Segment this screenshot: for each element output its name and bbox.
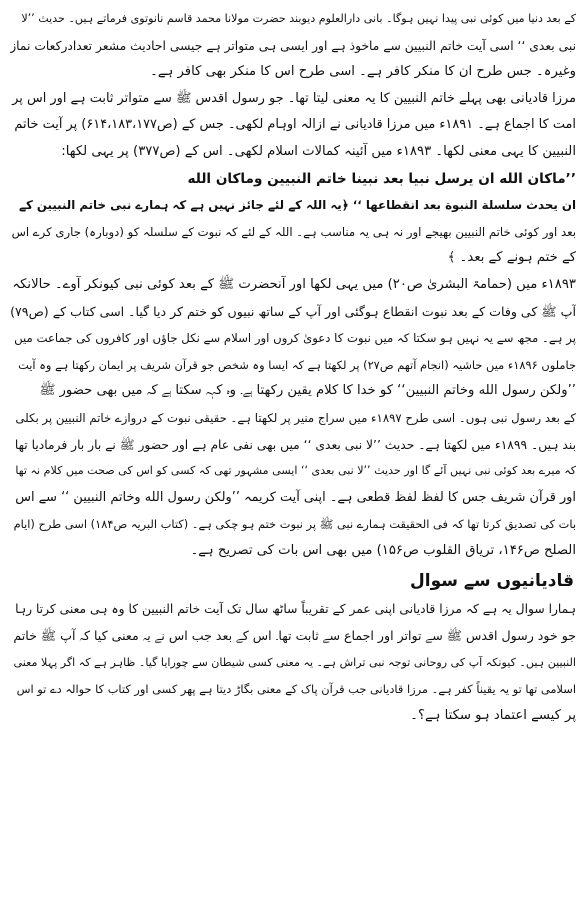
text-line: امت کا اجماع ہے۔ ۱۸۹۱ء میں مرزا قادیانی نے ازالہ اوہام لکھی۔ جس کے (ص۶۱۴،۱۸۳،۱۷۷) پر آیت خاتم bbox=[14, 117, 576, 133]
text-line: بند ہیں۔ ۱۸۹۹ء میں لکھتا ہے۔ حدیث ’’لا نبی بعدی ‘‘ میں بھی نفی عام ہے اور حضور ﷺ نے بار بار فرمادیا تھا bbox=[14, 437, 576, 452]
text-line: بات کی تصدیق کرتا تھا کہ فی الحقیقت ہمارے نبی ﷺ پر نبوت ختم ہو چکی ہے۔ (کتاب البریہ ص۱۸۴) اسی طرح (ایام bbox=[13, 517, 576, 532]
text-line: ہمارا سوال یہ ہے کہ مرزا قادیانی اپنی عمر کے تقریباً ساٹھ سال تک آیت خاتم النبیین کا وہ ہی معنی کرتا رہا bbox=[15, 602, 576, 617]
text-line: اور قرآن شریف جس کا لفظ لفظ قطعی ہے۔ اپنی آیت کریمہ ’’ولكن رسول الله وخاتم النبيين ‘‘ سے اس bbox=[15, 489, 576, 505]
section-heading: قادیانیوں سے سوال bbox=[410, 571, 574, 592]
arabic-quotation bbox=[10, 166, 576, 219]
text-line: ’’ولكن رسول الله وخاتم النبيين‘‘ کو خدا کا کلام یقین رکھتا ہے۔ وہ کہہ سکتا ہے کہ میں بھی حضور ﷺ bbox=[39, 383, 576, 399]
text-line: الصلح ص۱۴۶، تریاق القلوب ص۱۵۶) میں بھی اس بات کی تصریح ہے۔ bbox=[190, 542, 576, 558]
paragraph-translation bbox=[10, 219, 576, 272]
text-line: بعد اور کوئی خاتم النبیین بھیجے اور نہ ہی یہ مناسب ہے۔ اللہ کے لئے کہ نبوت کے سلسلہ کو (دوبارہ) جاری کرے اس bbox=[11, 224, 576, 239]
text-line: نبی بعدی ‘‘ اسی آیت خاتم النبیین سے ماخوذ ہے اور ایسی ہی متواتر ہے جیسی احادیث مشعر تعدادرکعات نماز bbox=[10, 38, 576, 53]
text-line: کے بعد رسول نبی ہوں۔ اسی طرح ۱۸۹۷ء میں سراج منیر پر لکھتا ہے۔ حقیقی نبوت کے دروازے خاتم النبیین پر بکلی bbox=[15, 410, 576, 425]
text-line: آپ ﷺ کی وفات کے بعد نبوت انقطاع ہوگئی اور آپ کے ساتھ نبیوں کو ختم کر دیا گیا۔ اسی کتاب کے (ص۷۹) bbox=[10, 303, 576, 319]
text-line: النبیین ہیں۔ کیونکہ آپ کی روحانی توجہ نبی تراش ہے۔ یہ معنی کسی شیطان سے چورایا گیا۔ ظاہر ہے کہ اگر پہلا معنی bbox=[13, 655, 576, 669]
text-line: ۱۸۹۳ء میں (حمامۃ البشریٰ ص۲۰) میں یہی لکھا اور آنحضرت ﷺ کے بعد کوئی نبی کیونکر آوے۔ حالانکہ bbox=[12, 276, 576, 292]
text-line: مرزا قادیانی بھی پہلے خاتم النبیین کا یہ معنی لیتا تھا۔ جو رسول اقدس ﷺ سے متواتر ثابت ہے اور اس پر bbox=[12, 90, 576, 106]
text-line: کے ختم ہونے کے بعد۔ ﴾ bbox=[447, 250, 576, 266]
paragraph-references bbox=[10, 272, 576, 565]
text-line: ان يحدث سلسلة النبوة بعد انقطاعها ‘‘ ﴿یہ اللہ کے لئے جائز نہیں ہے کہ ہمارے نبی خاتم النبیین کے bbox=[19, 198, 576, 213]
paragraph-mirza-earlier-meaning bbox=[10, 86, 576, 166]
text-line: پر کیسے اعتماد ہو سکتا ہے؟۔ bbox=[410, 707, 576, 723]
paragraph-hadith-intro bbox=[10, 6, 576, 86]
text-line: النبیین کا یہی معنی لکھا۔ ۱۸۹۳ء میں آئینہ کمالات اسلام لکھی۔ اس کے (ص۳۷۷) پر یہی لکھا: bbox=[61, 143, 576, 159]
text-line: ’’ماكان الله ان يرسل نبيا بعد نبينا خاتم النبيين وماكان الله bbox=[187, 170, 576, 187]
text-line: کے بعد دنیا میں کوئی نبی پیدا نہیں ہوگا۔ بانی دارالعلوم دیوبند حضرت مولانا محمد قاسم نانوتوی فرماتے ہیں۔ حدیث ’’لا bbox=[21, 12, 576, 25]
text-line: کہ میرے بعد کوئی نبی نہیں آئے گا اور حدیث ’’لا نبی بعدی ‘‘ ایسی مشہور تھی کہ کسی کو اس کی صحت میں کلام نہ تھا bbox=[15, 464, 576, 478]
paragraph-question bbox=[10, 596, 576, 729]
text-line: وغیرہ۔ جس طرح ان کا منکر کافر ہے۔ اسی طرح اس کا منکر بھی کافر ہے۔ bbox=[150, 64, 576, 80]
text-line: اسلامی تھا تو یہ یقیناً کفر ہے۔ مرزا قادیانی جب قرآن پاک کے معنی بگاڑ دیتا ہے پھر کسی اور کتاب کا حوالہ دے تو اس bbox=[16, 682, 576, 697]
text-line: پر ہے۔ مجھ سے یہ نہیں ہو سکتا کہ میں نبوت کا دعویٰ کروں اور اسلام سے نکل جاؤں اور کافروں کی جماعت میں bbox=[14, 331, 576, 346]
text-line: جو خود رسول اقدس ﷺ سے تواتر اور اجماع سے ثابت تھا۔ اس کے بعد جب اس نے یہ معنی کیا کہ آپ ﷺ خاتم bbox=[13, 628, 576, 644]
text-line: جاملوں ۱۸۹۶ء میں حاشیہ (انجام آتھم ص۲۷) پر لکھتا ہے کہ ایسا وہ شخص جو قرآن شریف پر ایمان رکھتا ہے وہ آیت bbox=[18, 357, 576, 372]
